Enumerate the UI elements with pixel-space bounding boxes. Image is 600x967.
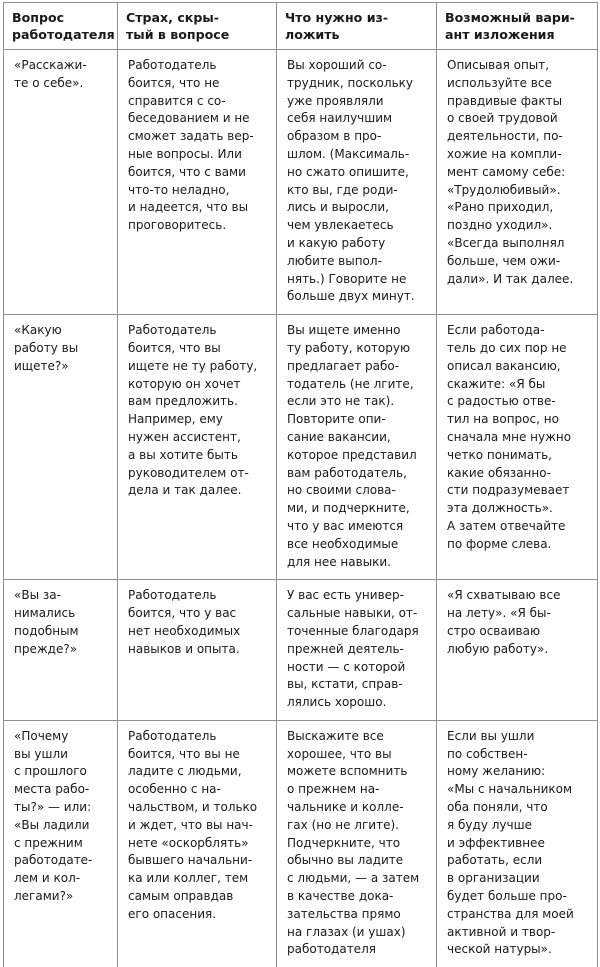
cell-fear: Работодатель боится, что у вас нет необходимых навыков и опыта. xyxy=(118,580,277,721)
header-hidden-fear: Страх, скры- тый в вопросе xyxy=(118,3,277,50)
cell-what-to-state: У вас есть универ- сальные навыки, от- точенные благодаря прежней деятель- ности — с которой вы, кстати, справ- лялись хорошо. xyxy=(277,580,437,721)
header-employer-question: Вопрос работодателя xyxy=(4,3,118,50)
header-possible-answer: Возможный вари- ант изложения xyxy=(437,3,598,50)
table-header-row xyxy=(4,3,598,50)
cell-what-to-state: Вы хороший со- трудник, поскольку уже проявляли себя наилучшим образом в про- шлом. (Максималь- но сжато опишите, кто вы, где роди- лись и выросли, чем увлекаетесь и какую работу любите выпол- нять.) Говорите не больше двух минут. xyxy=(277,50,437,315)
table-row xyxy=(4,720,598,967)
cell-possible-answer: Описывая опыт, используйте все правдивые факты о своей трудовой деятельности, по- хожие на компли- мент самому себе: «Трудолюбивый». «Рано приходил, поздно уходил». «Всегда выполнял больше, чем ожи- дали». И так далее. xyxy=(437,50,598,315)
cell-question: «Расскажи- те о себе». xyxy=(4,50,118,315)
header-what-to-state: Что нужно из- ложить xyxy=(277,3,437,50)
cell-possible-answer: Если вы ушли по собствен- ному желанию: «Мы с начальником оба поняли, что я буду лучше и эффективнее работать, если в организации будет больше про- странства для моей активной и твор- ческой натуры». xyxy=(437,720,598,967)
cell-question: «Какую работу вы ищете?» xyxy=(4,315,118,580)
cell-possible-answer: «Я схватываю все на лету». «Я бы- стро осваиваю любую работу». xyxy=(437,580,598,721)
interview-questions-table xyxy=(3,2,598,967)
cell-fear: Работодатель боится, что вы не ладите с людьми, особенно с на- чальством, и только и ждет, что вы нач- нете «оскорблять» бывшего начальни- ка или коллег, тем самым оправдав его опасения. xyxy=(118,720,277,967)
table-row xyxy=(4,50,598,315)
cell-what-to-state: Выскажите все хорошее, что вы можете вспомнить о прежнем на- чальнике и колле- гах (но не лгите). Подчеркните, что обычно вы ладите с людьми, — а затем в качестве дока- зательства прямо на глазах (и ушах) работодателя xyxy=(277,720,437,967)
cell-possible-answer: Если работода- тель до сих пор не описал вакансию, скажите: «Я бы с радостью отве- тил на вопрос, но сначала мне нужно четко понимать, какие обязанно- сти подразумевает эта должность». А затем отвечайте по форме слева. xyxy=(437,315,598,580)
table-row xyxy=(4,315,598,580)
cell-question: «Почему вы ушли с прошлого места рабо- ты?» — или: «Вы ладили с прежним работодате- лем и кол- легами?» xyxy=(4,720,118,967)
cell-question: «Вы за- нимались подобным прежде?» xyxy=(4,580,118,721)
cell-fear: Работодатель боится, что не справится с со- беседованием и не сможет задать вер- ные вопросы. Или боится, что с вами что-то неладно, и надеется, что вы проговоритесь. xyxy=(118,50,277,315)
cell-fear: Работодатель боится, что вы ищете не ту работу, которую он хочет вам предложить. Например, ему нужен ассистент, а вы хотите быть руководителем от- дела и так далее. xyxy=(118,315,277,580)
table-row xyxy=(4,580,598,721)
cell-what-to-state: Вы ищете именно ту работу, которую предлагает рабо- тодатель (не лгите, если это не так). Повторите опи- сание вакансии, которое представил вам работодатель, но своими слова- ми, и подчеркните, что у вас имеются все необходимые для нее навыки. xyxy=(277,315,437,580)
